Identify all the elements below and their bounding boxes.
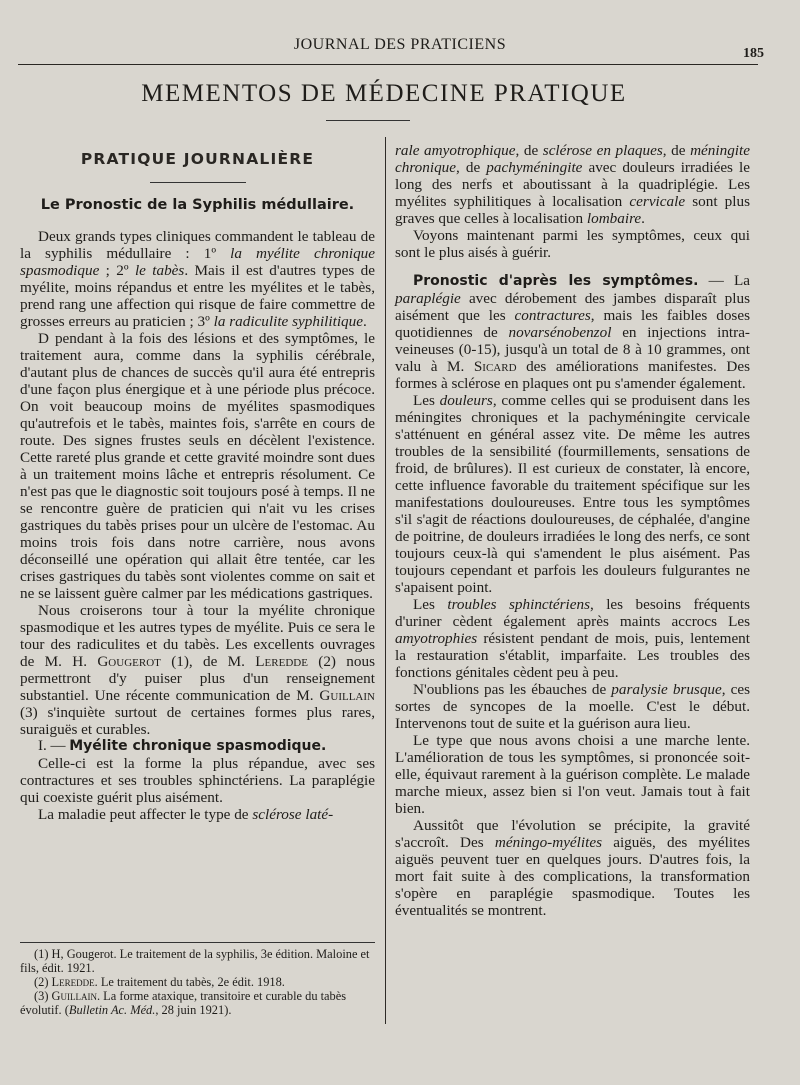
paragraph-maladie: La maladie peut affecter le type de sclérose laté- <box>38 806 334 823</box>
paragraph-troubles: Les troubles sphinctériens, les besoins fréquents d'uriner cèdent également après maints accrocs Les amyotrophies résistent pendant de mois, puis, lentement la restauration s'établit, imparfaite. Les troubles des fonctions génitales cèdent peu à peu. <box>395 596 750 681</box>
footnote-3: (3) Guillain. La forme ataxique, transitoire et curable du tabès évolutif. (Bulletin Ac. Méd., 28 juin 1921). <box>20 989 347 1017</box>
column-divider <box>385 137 386 1024</box>
paragraph-treatment: D pendant à la fois des lésions et des symptômes, le traitement aura, comme dans la syphilis cérébrale, d'autant plus de chances de succès qu'il aura été entrepris d'une façon plus énergique et à une période plus précoce. On voit beaucoup moins de myélites spasmodiques qu'autrefois et le tabès, maintes fois, s'arrête en cours de route. Des signes frustes seuls en décèlent l'existence. Cette rareté plus grande et cette gravité moindre sont dues à un traitement moins lâche et entrepris résolument. Ce n'est pas que le diagnostic soit toujours posé à temps. Il ne se rencontre guère de praticien qui n'ait vu les crises gastriques du tabès prises pour un ulcère de l'estomac. Au moins trois fois dans notre carrière, nous avons déconseillé une opération qui allait être tentée, car les crises gastriques du tabès sont violentes comme on sait et ne se laissent guère calmer par les médications gastriques. <box>20 330 375 602</box>
paragraph-intro: Deux grands types cliniques commandent le tableau de la syphilis médullaire : 1º la myélite chronique spasmodique ; 2º le tabès. Mais il est d'autres types de myélite, moins répandus et entre les myélites et le tabès, prend rang une affection qui risque de faire commettre de grosses erreurs au praticien ; 3º la radiculite syphilitique. <box>20 228 375 330</box>
section-rule <box>150 182 246 183</box>
right-column <box>395 142 750 919</box>
paragraph-voyons: Voyons maintenant parmi les symptômes, ceux qui sont le plus aisés à guérir. <box>395 227 750 261</box>
paragraph-type: Le type que nous avons choisi a une marche lente. L'amélioration de tous les symptômes, si prononcée soit-elle, équivaut rarement à la guérison complète. Le malade marche mieux, assez bien si l'on veut. Jamais tout à fait bien. <box>395 732 750 817</box>
paragraph-forme: Celle-ci est la forme la plus répandue, avec ses contractures et ses troubles sphinctériens. La paraplégie qui coexiste guérit plus aisément. <box>20 755 375 806</box>
main-title: MEMENTOS DE MÉDECINE PRATIQUE <box>141 80 627 107</box>
paragraph-continuation: rale amyotrophique, de sclérose en plaques, de méningite chronique, de pachyméningite avec douleurs irradiées le long des nerfs et aboutissant à la quadriplégie. Les myélites syphilitiques à localisation cervicale sont plus graves que celles à localisation lombaire. <box>395 142 750 227</box>
paragraph-pronostic-symptomes: Pronostic d'après les symptômes. — La paraplégie avec dérobement des jambes disparaît plus aisément que les contractures, mais les faibles doses quotidiennes de novarsénobenzol en injections intra-veineuses (0-15), jusqu'à un total de 8 à 10 grammes, ont valu à M. Sicard des améliorations manifestes. Des formes à sclérose en plaques ont pu s'amender également. <box>395 272 750 392</box>
header-rule <box>18 64 758 65</box>
page-number: 185 <box>743 46 764 61</box>
footnote-2: (2) Leredde. Le traitement du tabès, 2e édit. 1918. <box>34 975 285 989</box>
title-rule <box>326 120 410 121</box>
footnote-1: (1) H, Gougerot. Le traitement de la syphilis, 3e édition. Maloine et fils, édit. 1921. <box>20 947 370 975</box>
subsection-heading-myelite: I. — Myélite chronique spasmodique. <box>38 738 327 754</box>
footnotes <box>20 947 375 1017</box>
paragraph-plan: Nous croiserons tour à tour la myélite chronique spasmodique et les autres types de myélite. Puis ce sera le tour des radiculites et du tabès. Les excellents ouvrages de M. H. Gougerot (1), de M. Leredde (2) nous permettront d'y puiser plus d'un renseignement substantiel. Une récente communication de M. Guillain (3) s'inquiète surtout de certaines formes plus rares, suraiguës et curables. <box>20 602 375 738</box>
section-label: PRATIQUE JOURNALIÈRE <box>80 150 315 168</box>
running-head: JOURNAL DES PRATICIENS <box>293 36 507 53</box>
paragraph-paralysie: N'oublions pas les ébauches de paralysie brusque, ces sortes de syncopes de la moelle. C'est le début. Intervenons tout de suite et la guérison aura lieu. <box>395 681 750 732</box>
paragraph-douleurs: Les douleurs, comme celles qui se produisent dans les méningites chroniques et la pachyméningite cervicale s'atténuent en général assez vite. De même les autres troubles de la sensibilité (fourmillements, sensations de froid, de brûlures). Il est curieux de constater, là encore, cette influence favorable du traitement spécifique sur les manifestations douloureuses. Entre tous les symptômes s'il s'agit de réactions douloureuses, de céphalée, d'angine de poitrine, de douleurs irradiées le long des nerfs, ce sont toujours ceux-là qui s'amendent le plus aisément. Pas toujours cependant et parfois les douleurs fulgurantes ne s'apaisent point. <box>395 392 750 596</box>
paragraph-evolution: Aussitôt que l'évolution se précipite, la gravité s'accroît. Des méningo-myélites aiguës, des myélites aiguës peuvent tuer en quelques jours. D'autres fois, la mort fait suite à des complications, la transformation s'opère en paraplégie spasmodique. Toutes les éventualités se montrent. <box>395 817 750 919</box>
article-title: Le Pronostic de la Syphilis médullaire. <box>40 197 355 213</box>
footnote-rule <box>20 942 375 943</box>
spacer <box>395 261 750 272</box>
left-column <box>20 142 375 823</box>
